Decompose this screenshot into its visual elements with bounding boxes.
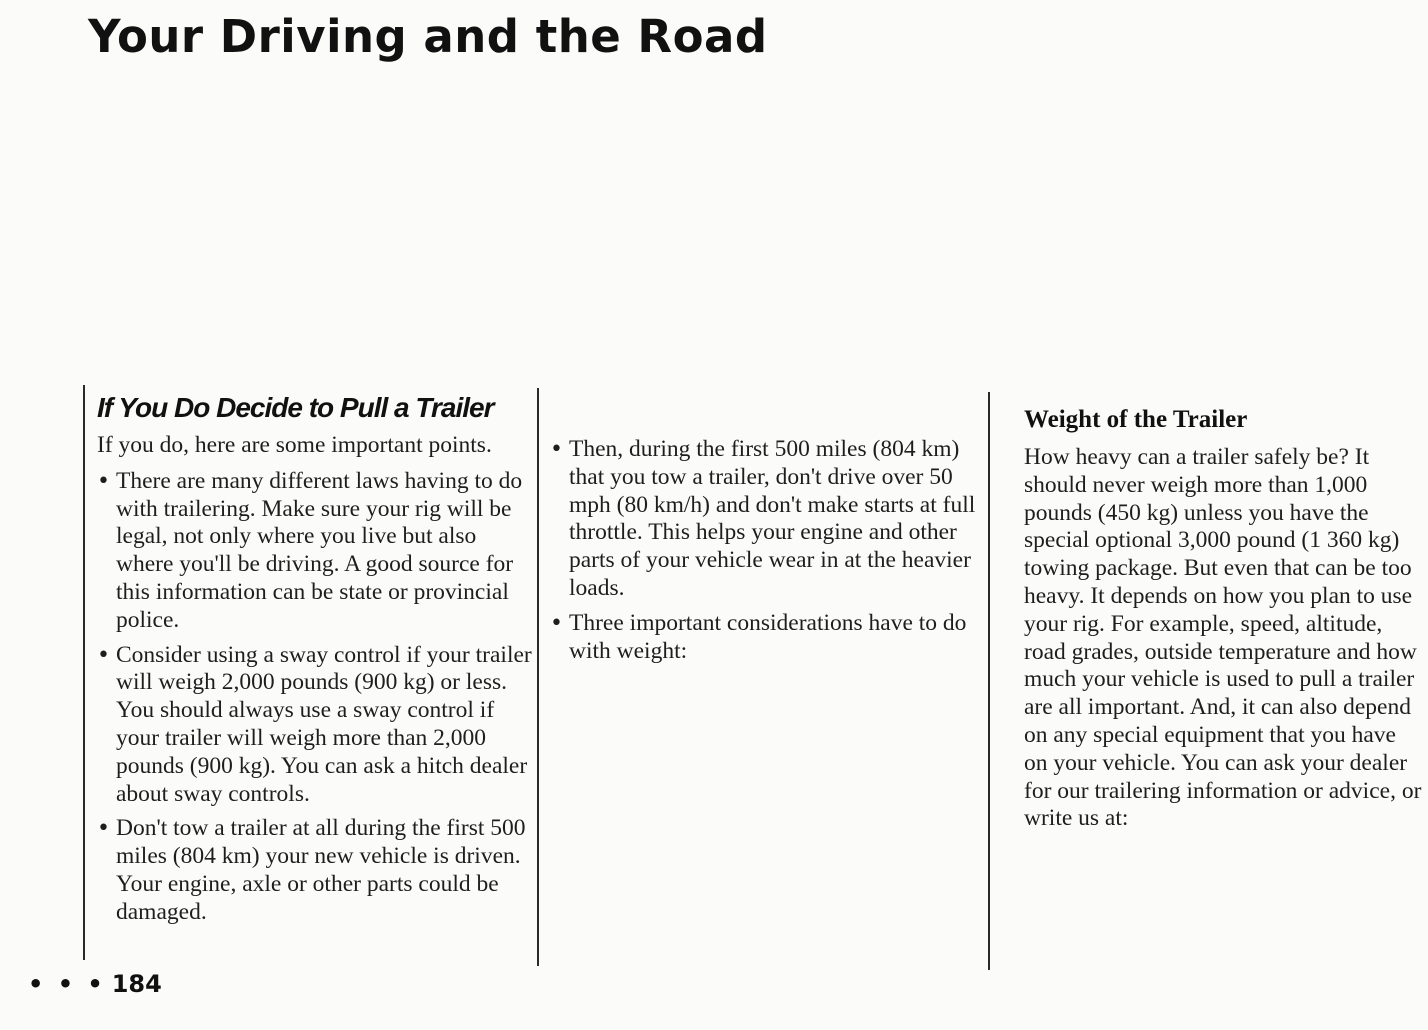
- bullet-weight-considerations: • Three important considerations have to do with weight:: [550, 610, 980, 666]
- bullet-sway-control: • Consider using a sway control if your trailer will weigh 2,000 pounds (900 kg) or less. You should always use a sway control if your trailer will weigh more than 2,000 pounds (900 kg). You can ask a hitch dealer about sway controls.: [97, 642, 537, 809]
- column-trailer-weight: [1024, 404, 1424, 841]
- intro-paragraph: If you do, here are some important points.: [97, 432, 492, 458]
- page-number: 184: [111, 970, 162, 998]
- column-trailer-intro: [97, 390, 537, 934]
- bullet-break-in-towing: • Then, during the first 500 miles (804 km) that you tow a trailer, don't drive over 50 mph (80 km/h) and don't make starts at full throttle. This helps your engine and other parts of your vehicle wear in at the heavier loads.: [550, 436, 980, 603]
- column-divider-left: [83, 385, 85, 960]
- page-title: Your Driving and the Road: [88, 10, 768, 63]
- bullet-first-500-miles: • Don't tow a trailer at all during the first 500 miles (804 km) your new vehicle is driven. Your engine, axle or other parts could be damaged.: [97, 815, 537, 926]
- column-divider-middle: [537, 388, 539, 966]
- section-heading: If You Do Decide to Pull a Trailer: [97, 392, 494, 423]
- bullet-list: [97, 468, 537, 927]
- column-trailer-continued: [550, 436, 980, 672]
- bullet-list: [550, 436, 980, 665]
- footer-dots: • • •: [28, 970, 106, 998]
- column-divider-right: [988, 392, 990, 970]
- weight-paragraph: How heavy can a trailer safely be? It should never weigh more than 1,000 pounds (450 kg) unless you have the special optional 3,000 pound (1 360 kg) towing package. But even that can be too heavy. It depends on how you plan to use your rig. For example, speed, altitude, road grades, outside temperature and how much your vehicle is used to pull a trailer are all important. And, it can also depend on any special equipment that you have on your vehicle. You can ask your dealer for our trailering information or advice, or write us at:: [1024, 444, 1422, 832]
- page-footer: [28, 970, 162, 998]
- bullet-laws: • There are many different laws having to do with trailering. Make sure your rig will be legal, not only where you live but also where you'll be driving. A good source for this information can be state or provincial police.: [97, 468, 537, 635]
- subheading-weight: Weight of the Trailer: [1024, 406, 1248, 433]
